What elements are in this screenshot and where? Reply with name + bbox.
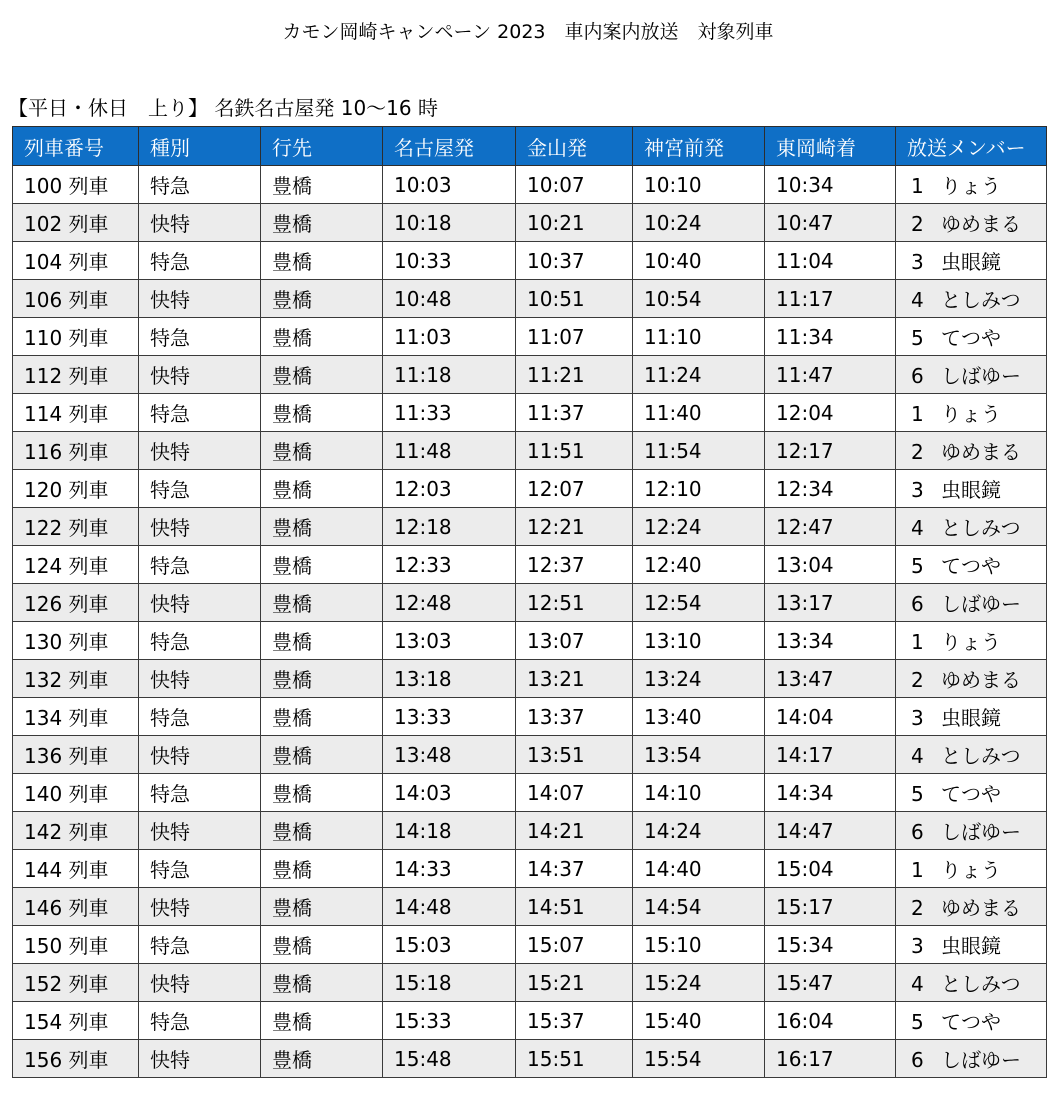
cell-destination: 豊橋 <box>261 356 383 394</box>
cell-higashiokazaki-arrival: 14:04 <box>765 698 896 736</box>
cell-kanayama-departure: 14:37 <box>516 850 633 888</box>
table-row <box>13 204 1047 242</box>
cell-jingumae-departure: 10:40 <box>633 242 765 280</box>
cell-broadcast-member <box>896 394 1047 432</box>
cell-train-number: 134 列車 <box>13 698 139 736</box>
cell-nagoya-departure: 12:48 <box>383 584 516 622</box>
cell-destination: 豊橋 <box>261 204 383 242</box>
cell-train-number: 152 列車 <box>13 964 139 1002</box>
table-body <box>13 166 1047 1078</box>
cell-train-type: 快特 <box>139 660 261 698</box>
header-destination: 行先 <box>261 127 383 166</box>
member-number: 4 <box>911 516 924 540</box>
cell-kanayama-departure: 15:21 <box>516 964 633 1002</box>
cell-broadcast-member <box>896 698 1047 736</box>
cell-kanayama-departure: 12:07 <box>516 470 633 508</box>
cell-nagoya-departure: 15:03 <box>383 926 516 964</box>
cell-train-number: 102 列車 <box>13 204 139 242</box>
cell-higashiokazaki-arrival: 13:17 <box>765 584 896 622</box>
cell-broadcast-member <box>896 546 1047 584</box>
cell-nagoya-departure: 14:03 <box>383 774 516 812</box>
cell-train-type: 特急 <box>139 546 261 584</box>
cell-train-type: 特急 <box>139 774 261 812</box>
cell-nagoya-departure: 10:33 <box>383 242 516 280</box>
cell-destination: 豊橋 <box>261 660 383 698</box>
cell-jingumae-departure: 15:24 <box>633 964 765 1002</box>
cell-higashiokazaki-arrival: 10:47 <box>765 204 896 242</box>
cell-train-number: 132 列車 <box>13 660 139 698</box>
member-number: 6 <box>911 1048 924 1072</box>
member-number: 6 <box>911 820 924 844</box>
cell-higashiokazaki-arrival: 11:34 <box>765 318 896 356</box>
cell-nagoya-departure: 12:18 <box>383 508 516 546</box>
table-row <box>13 774 1047 812</box>
table-row <box>13 736 1047 774</box>
member-name: てつや <box>941 554 1001 578</box>
table-row <box>13 926 1047 964</box>
cell-broadcast-member <box>896 850 1047 888</box>
member-name: しばゆー <box>941 592 1021 616</box>
cell-kanayama-departure: 10:21 <box>516 204 633 242</box>
table-row <box>13 698 1047 736</box>
cell-destination: 豊橋 <box>261 926 383 964</box>
cell-destination: 豊橋 <box>261 394 383 432</box>
cell-jingumae-departure: 10:54 <box>633 280 765 318</box>
cell-train-number: 116 列車 <box>13 432 139 470</box>
cell-train-number: 122 列車 <box>13 508 139 546</box>
cell-higashiokazaki-arrival: 13:04 <box>765 546 896 584</box>
cell-broadcast-member <box>896 280 1047 318</box>
cell-broadcast-member <box>896 318 1047 356</box>
cell-train-number: 124 列車 <box>13 546 139 584</box>
cell-jingumae-departure: 10:24 <box>633 204 765 242</box>
member-number: 3 <box>911 934 924 958</box>
cell-nagoya-departure: 13:33 <box>383 698 516 736</box>
cell-kanayama-departure: 11:21 <box>516 356 633 394</box>
cell-train-number: 142 列車 <box>13 812 139 850</box>
member-name: りょう <box>941 858 1001 882</box>
member-name: 虫眼鏡 <box>941 706 1001 730</box>
cell-train-type: 特急 <box>139 166 261 204</box>
member-name: としみつ <box>941 744 1021 768</box>
member-number: 5 <box>911 326 924 350</box>
cell-higashiokazaki-arrival: 12:17 <box>765 432 896 470</box>
cell-jingumae-departure: 15:40 <box>633 1002 765 1040</box>
member-number: 5 <box>911 1010 924 1034</box>
cell-jingumae-departure: 14:54 <box>633 888 765 926</box>
member-number: 1 <box>911 858 924 882</box>
cell-jingumae-departure: 14:24 <box>633 812 765 850</box>
cell-destination: 豊橋 <box>261 698 383 736</box>
cell-train-number: 140 列車 <box>13 774 139 812</box>
cell-higashiokazaki-arrival: 14:17 <box>765 736 896 774</box>
table-row <box>13 394 1047 432</box>
cell-broadcast-member <box>896 736 1047 774</box>
cell-nagoya-departure: 15:18 <box>383 964 516 1002</box>
header-train-type: 種別 <box>139 127 261 166</box>
cell-higashiokazaki-arrival: 16:17 <box>765 1040 896 1078</box>
cell-nagoya-departure: 10:03 <box>383 166 516 204</box>
table-row <box>13 1040 1047 1078</box>
cell-destination: 豊橋 <box>261 1002 383 1040</box>
cell-train-type: 特急 <box>139 470 261 508</box>
cell-broadcast-member <box>896 964 1047 1002</box>
cell-broadcast-member <box>896 926 1047 964</box>
member-name: しばゆー <box>941 364 1021 388</box>
cell-destination: 豊橋 <box>261 774 383 812</box>
cell-nagoya-departure: 11:03 <box>383 318 516 356</box>
cell-higashiokazaki-arrival: 14:34 <box>765 774 896 812</box>
cell-broadcast-member <box>896 166 1047 204</box>
cell-broadcast-member <box>896 1002 1047 1040</box>
cell-train-type: 特急 <box>139 394 261 432</box>
cell-train-number: 120 列車 <box>13 470 139 508</box>
cell-destination: 豊橋 <box>261 850 383 888</box>
cell-broadcast-member <box>896 812 1047 850</box>
table-row <box>13 964 1047 1002</box>
cell-kanayama-departure: 14:07 <box>516 774 633 812</box>
cell-destination: 豊橋 <box>261 812 383 850</box>
cell-broadcast-member <box>896 774 1047 812</box>
cell-train-type: 快特 <box>139 888 261 926</box>
cell-kanayama-departure: 11:37 <box>516 394 633 432</box>
member-name: りょう <box>941 402 1001 426</box>
cell-train-type: 特急 <box>139 698 261 736</box>
cell-jingumae-departure: 14:10 <box>633 774 765 812</box>
cell-destination: 豊橋 <box>261 584 383 622</box>
member-name: てつや <box>941 1010 1001 1034</box>
cell-train-type: 快特 <box>139 356 261 394</box>
header-nagoya-departure: 名古屋発 <box>383 127 516 166</box>
cell-destination: 豊橋 <box>261 736 383 774</box>
cell-train-number: 114 列車 <box>13 394 139 432</box>
cell-jingumae-departure: 12:10 <box>633 470 765 508</box>
cell-jingumae-departure: 12:24 <box>633 508 765 546</box>
cell-train-number: 100 列車 <box>13 166 139 204</box>
cell-train-type: 特急 <box>139 318 261 356</box>
cell-train-type: 特急 <box>139 1002 261 1040</box>
table-header-row <box>13 127 1047 166</box>
cell-kanayama-departure: 10:37 <box>516 242 633 280</box>
member-name: としみつ <box>941 288 1021 312</box>
cell-jingumae-departure: 14:40 <box>633 850 765 888</box>
member-number: 6 <box>911 592 924 616</box>
cell-train-type: 快特 <box>139 736 261 774</box>
cell-train-type: 特急 <box>139 850 261 888</box>
cell-train-number: 144 列車 <box>13 850 139 888</box>
cell-broadcast-member <box>896 356 1047 394</box>
cell-kanayama-departure: 15:37 <box>516 1002 633 1040</box>
member-number: 3 <box>911 250 924 274</box>
cell-nagoya-departure: 12:33 <box>383 546 516 584</box>
member-number: 4 <box>911 972 924 996</box>
cell-broadcast-member <box>896 888 1047 926</box>
member-name: りょう <box>941 174 1001 198</box>
cell-higashiokazaki-arrival: 16:04 <box>765 1002 896 1040</box>
header-higashiokazaki-arrival: 東岡崎着 <box>765 127 896 166</box>
cell-destination: 豊橋 <box>261 280 383 318</box>
cell-destination: 豊橋 <box>261 432 383 470</box>
cell-train-type: 特急 <box>139 622 261 660</box>
cell-train-type: 快特 <box>139 584 261 622</box>
member-number: 3 <box>911 478 924 502</box>
cell-jingumae-departure: 11:54 <box>633 432 765 470</box>
cell-kanayama-departure: 10:51 <box>516 280 633 318</box>
cell-train-number: 106 列車 <box>13 280 139 318</box>
cell-train-number: 104 列車 <box>13 242 139 280</box>
cell-train-number: 136 列車 <box>13 736 139 774</box>
member-number: 4 <box>911 288 924 312</box>
header-kanayama-departure: 金山発 <box>516 127 633 166</box>
cell-jingumae-departure: 13:10 <box>633 622 765 660</box>
cell-nagoya-departure: 14:18 <box>383 812 516 850</box>
cell-destination: 豊橋 <box>261 964 383 1002</box>
cell-higashiokazaki-arrival: 12:47 <box>765 508 896 546</box>
member-number: 1 <box>911 402 924 426</box>
cell-train-type: 快特 <box>139 432 261 470</box>
cell-jingumae-departure: 13:24 <box>633 660 765 698</box>
cell-nagoya-departure: 11:33 <box>383 394 516 432</box>
member-name: りょう <box>941 630 1001 654</box>
cell-kanayama-departure: 12:21 <box>516 508 633 546</box>
cell-nagoya-departure: 12:03 <box>383 470 516 508</box>
member-name: てつや <box>941 782 1001 806</box>
cell-higashiokazaki-arrival: 10:34 <box>765 166 896 204</box>
cell-nagoya-departure: 14:48 <box>383 888 516 926</box>
cell-jingumae-departure: 11:40 <box>633 394 765 432</box>
member-number: 5 <box>911 782 924 806</box>
cell-nagoya-departure: 11:48 <box>383 432 516 470</box>
member-name: 虫眼鏡 <box>941 478 1001 502</box>
cell-nagoya-departure: 10:18 <box>383 204 516 242</box>
cell-jingumae-departure: 13:40 <box>633 698 765 736</box>
table-row <box>13 318 1047 356</box>
cell-destination: 豊橋 <box>261 470 383 508</box>
cell-train-type: 特急 <box>139 242 261 280</box>
cell-jingumae-departure: 13:54 <box>633 736 765 774</box>
cell-broadcast-member <box>896 470 1047 508</box>
cell-nagoya-departure: 10:48 <box>383 280 516 318</box>
cell-kanayama-departure: 14:21 <box>516 812 633 850</box>
cell-kanayama-departure: 13:07 <box>516 622 633 660</box>
cell-train-number: 126 列車 <box>13 584 139 622</box>
cell-nagoya-departure: 14:33 <box>383 850 516 888</box>
cell-jingumae-departure: 11:10 <box>633 318 765 356</box>
cell-jingumae-departure: 10:10 <box>633 166 765 204</box>
cell-kanayama-departure: 12:51 <box>516 584 633 622</box>
cell-kanayama-departure: 10:07 <box>516 166 633 204</box>
cell-kanayama-departure: 14:51 <box>516 888 633 926</box>
table-row <box>13 812 1047 850</box>
cell-higashiokazaki-arrival: 15:17 <box>765 888 896 926</box>
cell-broadcast-member <box>896 242 1047 280</box>
cell-kanayama-departure: 13:21 <box>516 660 633 698</box>
cell-train-type: 快特 <box>139 964 261 1002</box>
page-title: カモン岡崎キャンペーン 2023 車内案内放送 対象列車 <box>282 21 774 43</box>
table-row <box>13 584 1047 622</box>
cell-broadcast-member <box>896 1040 1047 1078</box>
member-number: 2 <box>911 668 924 692</box>
cell-jingumae-departure: 11:24 <box>633 356 765 394</box>
member-name: 虫眼鏡 <box>941 934 1001 958</box>
cell-train-type: 快特 <box>139 508 261 546</box>
cell-train-type: 快特 <box>139 280 261 318</box>
member-name: ゆめまる <box>941 668 1021 692</box>
cell-destination: 豊橋 <box>261 888 383 926</box>
member-name: ゆめまる <box>941 212 1021 236</box>
table-row <box>13 356 1047 394</box>
cell-higashiokazaki-arrival: 15:34 <box>765 926 896 964</box>
member-name: ゆめまる <box>941 440 1021 464</box>
cell-nagoya-departure: 11:18 <box>383 356 516 394</box>
cell-train-number: 110 列車 <box>13 318 139 356</box>
member-number: 2 <box>911 440 924 464</box>
cell-higashiokazaki-arrival: 14:47 <box>765 812 896 850</box>
cell-train-number: 154 列車 <box>13 1002 139 1040</box>
cell-kanayama-departure: 13:51 <box>516 736 633 774</box>
member-number: 6 <box>911 364 924 388</box>
cell-broadcast-member <box>896 204 1047 242</box>
cell-destination: 豊橋 <box>261 1040 383 1078</box>
cell-jingumae-departure: 15:54 <box>633 1040 765 1078</box>
cell-higashiokazaki-arrival: 13:34 <box>765 622 896 660</box>
cell-kanayama-departure: 11:51 <box>516 432 633 470</box>
cell-broadcast-member <box>896 622 1047 660</box>
cell-train-number: 156 列車 <box>13 1040 139 1078</box>
cell-broadcast-member <box>896 584 1047 622</box>
table-row <box>13 432 1047 470</box>
cell-destination: 豊橋 <box>261 166 383 204</box>
cell-destination: 豊橋 <box>261 508 383 546</box>
member-number: 5 <box>911 554 924 578</box>
cell-broadcast-member <box>896 660 1047 698</box>
table-row <box>13 166 1047 204</box>
member-name: ゆめまる <box>941 896 1021 920</box>
cell-jingumae-departure: 12:54 <box>633 584 765 622</box>
cell-train-type: 快特 <box>139 204 261 242</box>
table-row <box>13 850 1047 888</box>
member-number: 3 <box>911 706 924 730</box>
table-row <box>13 622 1047 660</box>
cell-destination: 豊橋 <box>261 242 383 280</box>
section-label: 【平日・休日 上り】 名鉄名古屋発 10～16 時 <box>8 96 438 120</box>
cell-train-number: 130 列車 <box>13 622 139 660</box>
cell-train-type: 快特 <box>139 812 261 850</box>
member-number: 2 <box>911 212 924 236</box>
cell-kanayama-departure: 13:37 <box>516 698 633 736</box>
cell-kanayama-departure: 15:51 <box>516 1040 633 1078</box>
member-name: としみつ <box>941 516 1021 540</box>
cell-kanayama-departure: 12:37 <box>516 546 633 584</box>
table-row <box>13 508 1047 546</box>
member-name: てつや <box>941 326 1001 350</box>
cell-train-number: 112 列車 <box>13 356 139 394</box>
member-number: 4 <box>911 744 924 768</box>
cell-higashiokazaki-arrival: 12:04 <box>765 394 896 432</box>
cell-higashiokazaki-arrival: 15:04 <box>765 850 896 888</box>
cell-broadcast-member <box>896 432 1047 470</box>
table-row <box>13 888 1047 926</box>
cell-nagoya-departure: 13:48 <box>383 736 516 774</box>
member-name: 虫眼鏡 <box>941 250 1001 274</box>
cell-higashiokazaki-arrival: 11:17 <box>765 280 896 318</box>
member-name: としみつ <box>941 972 1021 996</box>
cell-nagoya-departure: 15:48 <box>383 1040 516 1078</box>
header-train-number: 列車番号 <box>13 127 139 166</box>
table-row <box>13 470 1047 508</box>
cell-higashiokazaki-arrival: 12:34 <box>765 470 896 508</box>
table-row <box>13 660 1047 698</box>
cell-higashiokazaki-arrival: 11:47 <box>765 356 896 394</box>
cell-higashiokazaki-arrival: 13:47 <box>765 660 896 698</box>
cell-kanayama-departure: 15:07 <box>516 926 633 964</box>
table-row <box>13 280 1047 318</box>
cell-destination: 豊橋 <box>261 546 383 584</box>
cell-train-number: 146 列車 <box>13 888 139 926</box>
cell-train-type: 特急 <box>139 926 261 964</box>
table-row <box>13 546 1047 584</box>
cell-destination: 豊橋 <box>261 622 383 660</box>
member-number: 2 <box>911 896 924 920</box>
header-jingumae-departure: 神宮前発 <box>633 127 765 166</box>
member-name: しばゆー <box>941 820 1021 844</box>
member-number: 1 <box>911 174 924 198</box>
table-row <box>13 242 1047 280</box>
cell-higashiokazaki-arrival: 11:04 <box>765 242 896 280</box>
cell-nagoya-departure: 13:18 <box>383 660 516 698</box>
cell-jingumae-departure: 15:10 <box>633 926 765 964</box>
member-number: 1 <box>911 630 924 654</box>
cell-train-type: 快特 <box>139 1040 261 1078</box>
cell-destination: 豊橋 <box>261 318 383 356</box>
cell-train-number: 150 列車 <box>13 926 139 964</box>
cell-nagoya-departure: 15:33 <box>383 1002 516 1040</box>
member-name: しばゆー <box>941 1048 1021 1072</box>
cell-higashiokazaki-arrival: 15:47 <box>765 964 896 1002</box>
cell-jingumae-departure: 12:40 <box>633 546 765 584</box>
table-row <box>13 1002 1047 1040</box>
timetable <box>12 126 1047 1078</box>
cell-kanayama-departure: 11:07 <box>516 318 633 356</box>
header-broadcast-member: 放送メンバー <box>896 127 1047 166</box>
cell-nagoya-departure: 13:03 <box>383 622 516 660</box>
cell-broadcast-member <box>896 508 1047 546</box>
